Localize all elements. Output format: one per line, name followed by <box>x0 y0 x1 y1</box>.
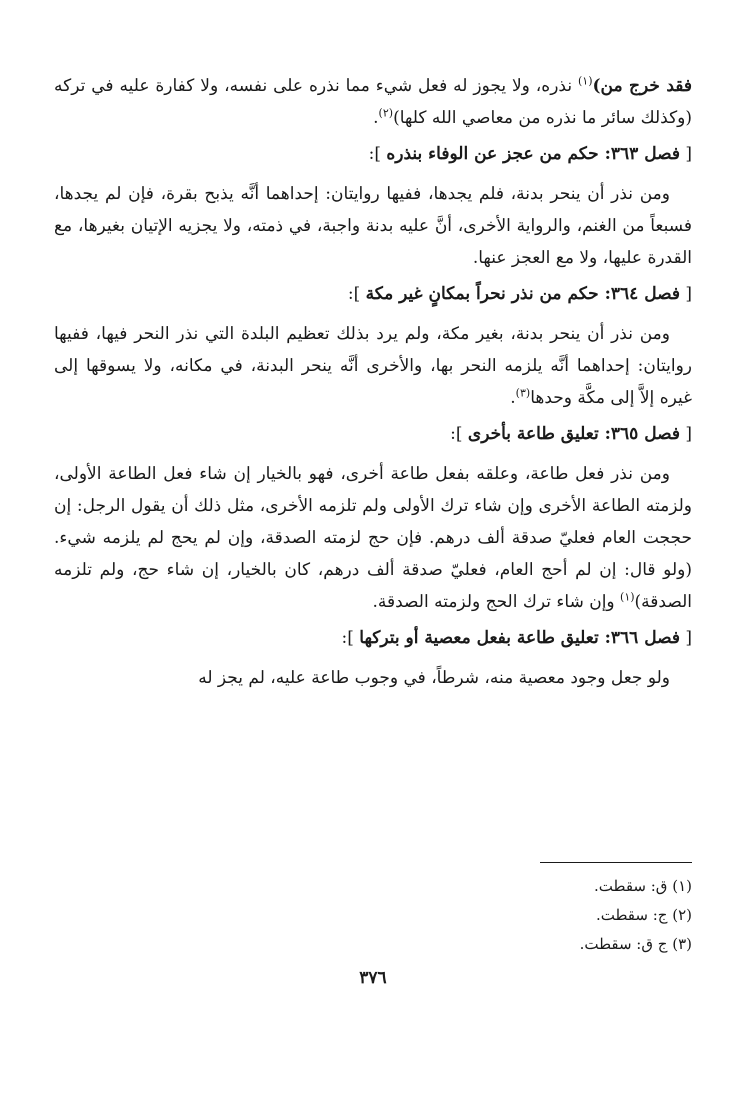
footnotes <box>580 872 692 959</box>
section-body-364: ومن نذر أن ينحر بدنة، بغير مكة، ولم يرد بذلك تعظيم البلدة التي نذر النحر فيها، ففيها روايتان: إحداهما أنَّه يلزمه النحر بها، والأخرى أنَّه ينحر البدنة، في مكانه، ولا يسوقها إلى غيره إلاَّ إلى مكَّة وحدها$^{(٣)}$. <box>54 324 692 408</box>
footnote-divider <box>540 862 692 863</box>
body-text: ومن نذر فعل طاعة، وعلقه بفعل طاعة أخرى، فهو بالخيار إن شاء فعل الطاعة الأولى، ولزمته الطاعة الأخرى وإن شاء ترك الأولى ولم تلزمه الأخرى، مثل ذلك أن يقول الرجل: إن حججت العام فعليّ صدقة ألف درهم. فإن حج لزمته الصدقة، وإن لم يحج لم يلزمه شيء. (ولو قال: إن لم أحج العام، فعليّ صدقة ألف درهم، كان بالخيار، إن شاء حج، ولم تلزمه الصدقة) <box>54 464 692 612</box>
heading-text: فصل ٣٦٤: حكم من نذر نحراً بمكانٍ غير مكة <box>365 284 680 304</box>
intro-text: نذره، ولا يجوز له فعل شيء مما نذره على نفسه، ولا كفارة عليه في تركه (وكذلك سائر ما نذره من معاصي الله كلها) <box>54 76 692 128</box>
intro-lead: فقد خرج من) <box>592 76 692 96</box>
section-heading-364: [ فصل ٣٦٤: حكم من نذر نحراً بمكانٍ غير مكة ]: <box>347 284 692 304</box>
heading-text: فصل ٣٦٦: تعليق طاعة بفعل معصية أو بتركها <box>359 628 680 648</box>
section-body-363: ومن نذر أن ينحر بدنة، فلم يجدها، ففيها روايتان: إحداهما أنَّه يذبح بقرة، فإن لم يجدها، فسبعاً من الغنم، والرواية الأخرى، أنَّ عليه بدنة واجبة، في ذمته، ولا يجزيه الإتيان بغيرها، مع القدرة عليها، ولا مع العجز عنها. <box>54 184 692 268</box>
footnote-ref: (١) <box>620 590 635 604</box>
section-heading-365: [ فصل ٣٦٥: تعليق طاعة بأخرى ]: <box>450 424 692 444</box>
footnote-2: (٢) ج: سقطت. <box>595 906 692 924</box>
footnote-ref: (٢) <box>378 106 394 120</box>
page-number: ٣٧٦ <box>359 968 387 988</box>
section-body-366: ولو جعل وجود معصية منه، شرطاً، في وجوب طاعة عليه، لم يجز له <box>198 668 670 688</box>
heading-text: فصل ٣٦٣: حكم من عجز عن الوفاء بنذره <box>386 144 680 164</box>
footnote-ref: (٣) <box>515 386 531 400</box>
main-text <box>54 70 692 694</box>
footnote-1: (١) ق: سقطت. <box>594 877 692 895</box>
heading-text: فصل ٣٦٥: تعليق طاعة بأخرى <box>467 424 680 444</box>
intro-paragraph <box>54 70 692 134</box>
body-text: ومن نذر أن ينحر بدنة، بغير مكة، ولم يرد بذلك تعظيم البلدة التي نذر النحر فيها، ففيها روايتان: إحداهما أنَّه يلزمه النحر بها، والأخرى أنَّه ينحر البدنة، في مكانه، ولا يسوقها إلى غيره إلاَّ إلى مكَّة وحدها <box>54 324 692 408</box>
intro-end: . <box>373 108 379 128</box>
section-heading-363: [ فصل ٣٦٣: حكم من عجز عن الوفاء بنذره ]: <box>368 144 692 164</box>
footnote-3: (٣) ج ق: سقطت. <box>579 935 692 953</box>
section-body-365: ومن نذر فعل طاعة، وعلقه بفعل طاعة أخرى، فهو بالخيار إن شاء فعل الطاعة الأولى، ولزمته الطاعة الأخرى وإن شاء ترك الأولى ولم تلزمه الأخرى، مثل ذلك أن يقول الرجل: إن حججت العام فعليّ صدقة ألف درهم. فإن حج لزمته الصدقة، وإن لم يحج لم يلزمه شيء. (ولو قال: إن لم أحج العام، فعليّ صدقة ألف درهم، كان بالخيار، إن شاء حج، ولم تلزمه الصدقة)$^{(١)}$ وإن شاء ترك الحج ولزمته الصدقة. <box>54 464 692 612</box>
footnote-ref: (١) <box>578 74 593 88</box>
section-heading-366: [ فصل ٣٦٦: تعليق طاعة بفعل معصية أو بتركها ]: <box>341 628 692 648</box>
